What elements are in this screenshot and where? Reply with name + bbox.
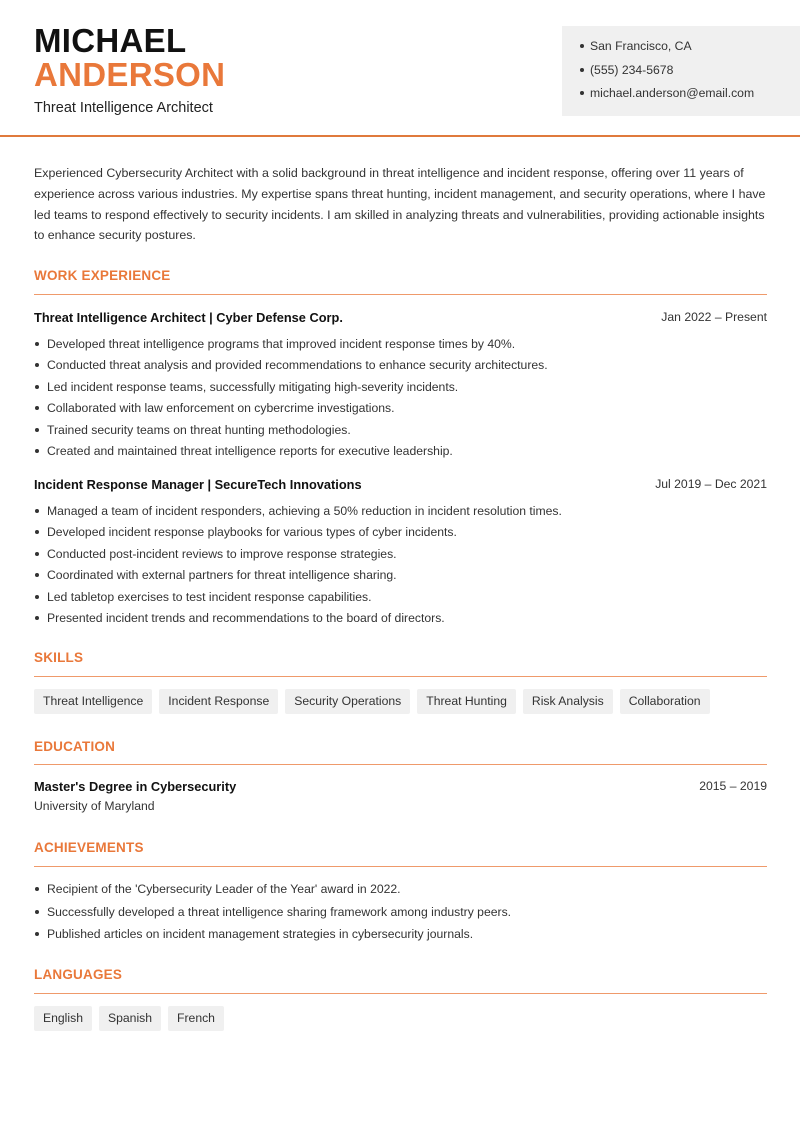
list-item-text: Conducted threat analysis and provided recommendations to enhance security architectures. (47, 358, 548, 373)
skill-chip: Threat Hunting (417, 689, 516, 714)
skills-list (34, 689, 710, 714)
job-header (34, 310, 767, 328)
phone-text: (555) 234-5678 (590, 62, 674, 77)
bullet-icon (35, 616, 39, 620)
list-item-text: Conducted post-incident reviews to improve response strategies. (47, 546, 397, 561)
job-role: Incident Response Manager | SecureTech Innovations (34, 477, 362, 492)
bullet-icon (35, 509, 39, 513)
job-dates: Jul 2019 – Dec 2021 (655, 477, 767, 491)
list-item (34, 524, 767, 545)
contact-location (580, 38, 800, 62)
school: University of Maryland (34, 799, 155, 813)
list-item (34, 546, 767, 567)
section-title-languages: LANGUAGES (34, 967, 123, 982)
section-divider (34, 294, 767, 295)
languages-list (34, 1006, 224, 1031)
list-item (34, 503, 767, 524)
list-item-text: Collaborated with law enforcement on cybercrime investigations. (47, 401, 395, 416)
location-text: San Francisco, CA (590, 39, 692, 53)
first-name: MICHAEL (34, 22, 187, 59)
list-item-text: Recipient of the 'Cybersecurity Leader of the Year' award in 2022. (47, 882, 401, 896)
education-header (34, 779, 767, 797)
bullet-icon (35, 449, 39, 453)
bullet-icon (35, 573, 39, 577)
bullet-icon (35, 552, 39, 556)
last-name: ANDERSON (34, 56, 226, 93)
job-role: Threat Intelligence Architect | Cyber Defense Corp. (34, 310, 343, 325)
contact-phone (580, 62, 800, 86)
list-item-text: Presented incident trends and recommendations to the board of directors. (47, 610, 445, 625)
list-item-text: Developed incident response playbooks for various types of cyber incidents. (47, 525, 457, 540)
list-item (34, 443, 767, 464)
language-chip: French (168, 1006, 224, 1031)
list-item-text: Led tabletop exercises to test incident response capabilities. (47, 589, 372, 604)
job-bullets (34, 503, 767, 631)
list-item (34, 926, 767, 949)
resume-header (0, 0, 800, 137)
education-dates: 2015 – 2019 (699, 779, 767, 793)
list-item (34, 336, 767, 357)
skill-chip: Risk Analysis (523, 689, 613, 714)
skill-chip: Security Operations (285, 689, 410, 714)
list-item-text: Trained security teams on threat hunting methodologies. (47, 422, 351, 437)
achievements-list (34, 881, 767, 949)
bullet-icon (35, 428, 39, 432)
skill-chip: Collaboration (620, 689, 710, 714)
bullet-icon (35, 406, 39, 410)
list-item-text: Led incident response teams, successfully mitigating high-severity incidents. (47, 379, 459, 394)
list-item (34, 881, 767, 904)
list-item-text: Coordinated with external partners for threat intelligence sharing. (47, 568, 397, 583)
bullet-icon (580, 91, 584, 95)
bullet-icon (35, 887, 39, 891)
bullet-icon (35, 932, 39, 936)
list-item-text: Created and maintained threat intelligence reports for executive leadership. (47, 443, 453, 458)
section-divider (34, 676, 767, 677)
email-text: michael.anderson@email.com (590, 86, 755, 100)
language-chip: English (34, 1006, 92, 1031)
bullet-icon (35, 910, 39, 914)
list-item (34, 357, 767, 378)
bullet-icon (580, 44, 584, 48)
job-header (34, 477, 767, 495)
section-divider (34, 993, 767, 994)
list-item-text: Developed threat intelligence programs that improved incident response times by 40%. (47, 337, 516, 351)
contact-email (580, 85, 800, 109)
section-title-work: WORK EXPERIENCE (34, 268, 171, 283)
list-item-text: Published articles on incident management strategies in cybersecurity journals. (47, 927, 474, 942)
bullet-icon (35, 595, 39, 599)
degree: Master's Degree in Cybersecurity (34, 779, 237, 794)
profile-summary: Experienced Cybersecurity Architect with a solid background in threat intelligence and incident response, offering over 11 years of experience across various industries. My expertise spans threat hunting, incident management, and security operations, where I have led teams to respond effectively to security incidents. I am skilled in analyzing threats and vulnerabilities, providing actionable insights to enhance security postures. (34, 166, 766, 243)
section-divider (34, 764, 767, 765)
job-bullets (34, 336, 767, 464)
bullet-icon (35, 530, 39, 534)
bullet-icon (35, 342, 39, 346)
list-item-text: Managed a team of incident responders, achieving a 50% reduction in incident resolution times. (47, 504, 562, 518)
language-chip: Spanish (99, 1006, 161, 1031)
list-item (34, 400, 767, 421)
contact-box (562, 26, 800, 116)
list-item (34, 379, 767, 400)
bullet-icon (35, 385, 39, 389)
list-item (34, 422, 767, 443)
bullet-icon (580, 68, 584, 72)
section-divider (34, 866, 767, 867)
section-title-skills: SKILLS (34, 650, 84, 665)
list-item (34, 610, 767, 631)
section-title-achievements: ACHIEVEMENTS (34, 840, 144, 855)
section-title-education: EDUCATION (34, 739, 116, 754)
list-item-text: Successfully developed a threat intelligence sharing framework among industry peers. (47, 904, 512, 919)
job-dates: Jan 2022 – Present (661, 310, 767, 324)
list-item (34, 567, 767, 588)
skill-chip: Incident Response (159, 689, 278, 714)
skill-chip: Threat Intelligence (34, 689, 152, 714)
bullet-icon (35, 363, 39, 367)
list-item (34, 589, 767, 610)
list-item (34, 904, 767, 927)
job-title: Threat Intelligence Architect (34, 100, 213, 116)
